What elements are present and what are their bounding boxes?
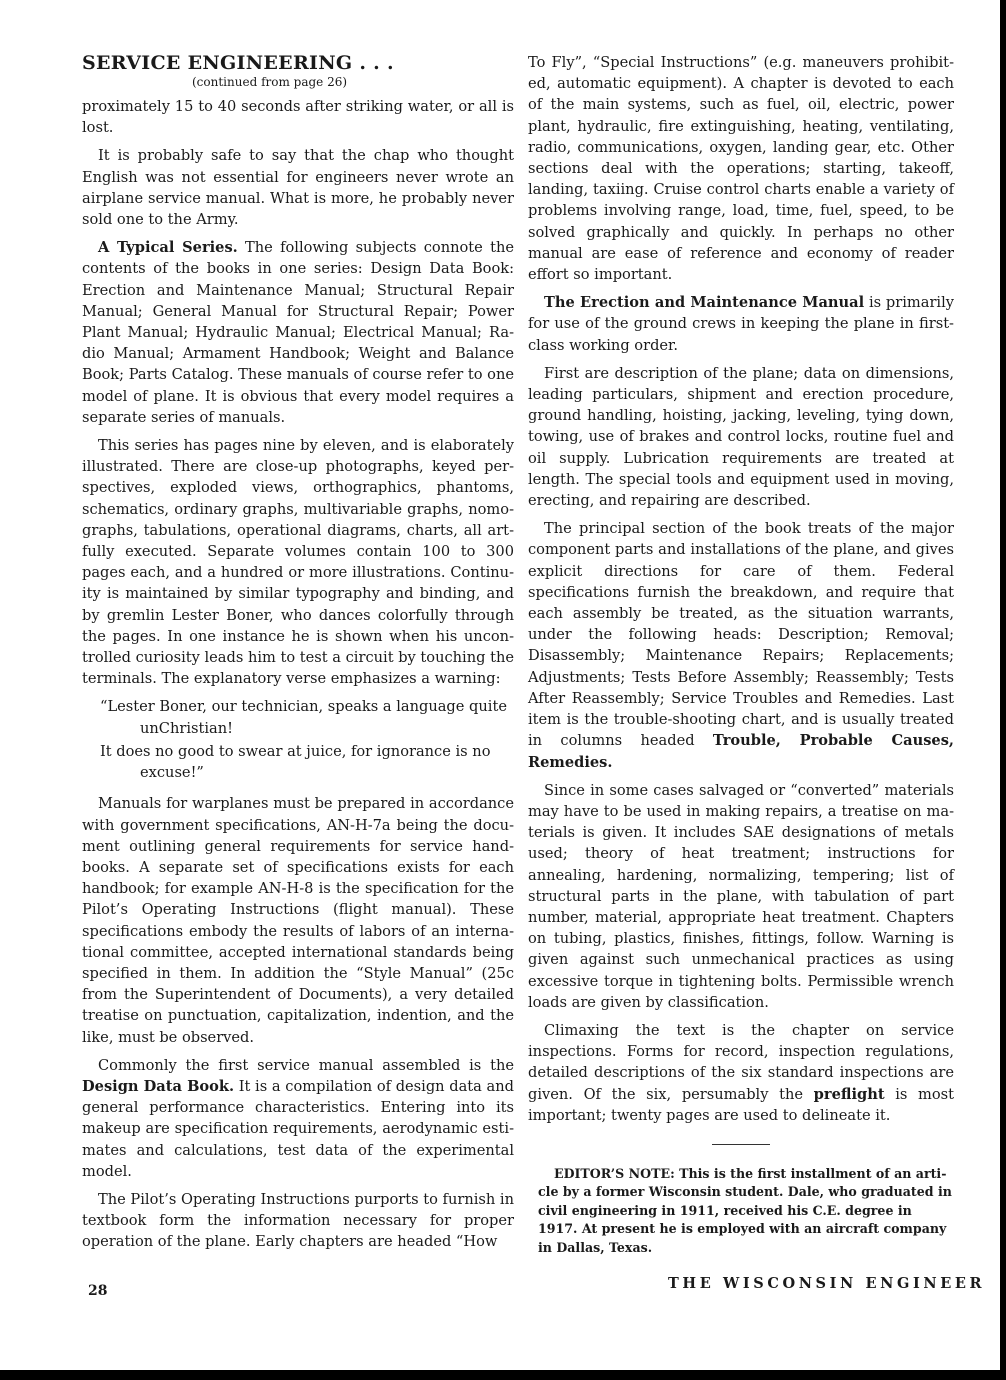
section-heading: A Typical Series. bbox=[98, 239, 238, 257]
page-border-right bbox=[1000, 0, 1006, 1380]
bold-term: preflight bbox=[813, 1085, 885, 1103]
paragraph-text: is primarily for use of the ground crews in keeping the plane in first-class working order. bbox=[528, 294, 955, 354]
paragraph: proximately 15 to 40 seconds after striking water, or all is lost. bbox=[82, 98, 514, 137]
page-number: 28 bbox=[88, 1283, 108, 1299]
paragraph bbox=[528, 518, 954, 772]
divider bbox=[712, 1144, 770, 1145]
verse-line bbox=[82, 741, 514, 783]
paragraph-text: is most important; twenty pages are used to delineate it. bbox=[528, 1085, 954, 1124]
paragraph: First are description of the plane; data on dimensions, leading particulars, shipment and erection procedure, ground handling, hoisting, jacking, leveling, tying down, towing, use of brakes and control locks, routine fuel and oil supply. Lubrication requirements are treated at length. The special tools and equipment used in moving, erecting, and repairing are described. bbox=[528, 364, 954, 510]
paragraph bbox=[528, 292, 954, 356]
paragraph: To Fly”, “Special Instructions” (e.g. maneuvers prohibited, automatic equipment). A chapter is devoted to each of the main systems, such as fuel, oil, electric, power plant, hydraulic, fire extinguishing, heating, ventilating, radio, communications, oxygen, landing gear, etc. Other sections deal with the operations; starting, takeoff, landing, taxiing. Cruise control charts enable a variety of problems involving range, load, time, fuel, speed, to be solved graphically and quickly. In perhaps no other manual are ease of reference and economy of reader effort so important. bbox=[528, 54, 954, 284]
verse-text: “Lester Boner, our technician, speaks a language quite bbox=[100, 698, 507, 716]
paragraph: The Pilot’s Operating Instructions purports to furnish in textbook form the information necessary for proper operation of the plane. Early chapters are headed “How bbox=[82, 1190, 514, 1251]
paragraph: It is probably safe to say that the chap who thought English was not essential for engineers never wrote an airplane service manual. What is more, he probably never sold one to the Army. bbox=[82, 147, 514, 229]
paragraph-text: The principal section of the book treats of the major component parts and installations of the plane, and gives explicit directions for care of them. Federal specifications furnish the breakdown, and require that each assembly be treated, as the situation warrants, under the following heads: Description; Removal; Disassembly; Maintenance Repairs; Replacements; Adjustments; Tests Before Assembly; Reassembly; Tests After Reassembly; Service Troubles and Remedies. Last item is the trouble-shooting chart, and is usually treated in columns headed bbox=[528, 520, 954, 750]
right-column bbox=[528, 52, 954, 1264]
paragraph bbox=[82, 1055, 514, 1182]
continued-note: (continued from page 26) bbox=[192, 75, 348, 89]
paragraph bbox=[528, 1020, 954, 1126]
paragraph-text: Climaxing the text is the chapter on service inspections. Forms for record, inspection regulations, detailed descriptions of the six standard inspections are given. Of the six, persumably the bbox=[528, 1021, 954, 1103]
paragraph bbox=[82, 237, 514, 428]
page-border-bottom bbox=[0, 1370, 1006, 1380]
bold-term: The Erection and Maintenance Manual bbox=[544, 294, 865, 312]
article-title: SERVICE ENGINEERING . . . bbox=[82, 52, 394, 74]
verse-text: excuse!” bbox=[140, 764, 204, 782]
paragraph-text: It is a compilation of design data and general performance characteristics. Entering into its makeup are specification requirements, aerodynamic estimates and calculations, test data of the experimental model. bbox=[82, 1077, 514, 1180]
paragraph: Since in some cases salvaged or “converted” materials may have to be used in making repairs, a treatise on materials is given. It includes SAE designations of metals used; theory of heat treatment; instructions for annealing, hardening, normalizing, tempering; list of structural parts in the plane, with tabulation of part number, material, appropriate heat treatment. Chapters on tubing, plastics, finishes, fittings, follow. Warning is given against such unmechanical practices as using excessive torque in tightening bolts. Permissible wrench loads are given by classification. bbox=[528, 781, 954, 1011]
bold-term: Design Data Book. bbox=[82, 1077, 235, 1095]
editors-note: EDITOR’S NOTE: This is the first installment of an article by a former Wisconsin student. Dale, who graduated in civil engineering in 1911, received his C.E. degree in 1917. At present he is employed with an aircraft company in Dallas, Texas. bbox=[538, 1165, 952, 1255]
verse-text: unChristian! bbox=[140, 719, 233, 737]
verse bbox=[82, 696, 514, 783]
paragraph-text: The following subjects connote the contents of the books in one series: Design Data Book: Erection and Maintenance Manual; Structural Repair Manual; General Manual for Structural Repair; Power Plant Manual; Hydraulic Manual; Electrical Manual; Radio Manual; Armament Handbook; Weight and Balance Book; Parts Catalog. These manuals of course refer to one model of plane. It is obvious that every model requires a separate series of manuals. bbox=[82, 239, 514, 426]
paragraph: This series has pages nine by eleven, and is elaborately illustrated. There are close-up photographs, keyed perspectives, exploded views, orthographics, phantoms, schematics, ordinary graphs, multivariable graphs, nomographs, tabulations, operational diagrams, charts, all artfully executed. Separate volumes contain 100 to 300 pages each, and a hundred or more illustrations. Continuity is maintained by similar typography and binding, and by gremlin Lester Boner, who dances colorfully through the pages. In one instance he is shown when his uncontrolled curiosity leads him to test a circuit by touching the terminals. The explanatory verse emphasizes a warning: bbox=[82, 437, 514, 688]
paragraph: Manuals for warplanes must be prepared in accordance with government specifications, AN-H-7a being the document outlining general requirements for service handbooks. A separate set of specifications exists for each handbook; for example AN-H-8 is the specification for the Pilot’s Operating Instructions (flight manual). These specifications embody the results of labors of an international committee, accepted international standards being specified in them. In addition the “Style Manual” (25c from the Superintendent of Documents), a very detailed treatise on punctuation, capitalization, indention, and the like, must be observed. bbox=[82, 795, 514, 1046]
magazine-name: THE WISCONSIN ENGINEER bbox=[668, 1275, 986, 1292]
paragraph-text: Commonly the first service manual assembled is the bbox=[98, 1056, 514, 1074]
verse-text: It does no good to swear at juice, for ignorance is no bbox=[100, 742, 491, 760]
bold-term: Trouble, Probable Causes, Remedies. bbox=[528, 732, 954, 771]
left-column bbox=[82, 52, 514, 1260]
verse-line bbox=[82, 696, 514, 738]
